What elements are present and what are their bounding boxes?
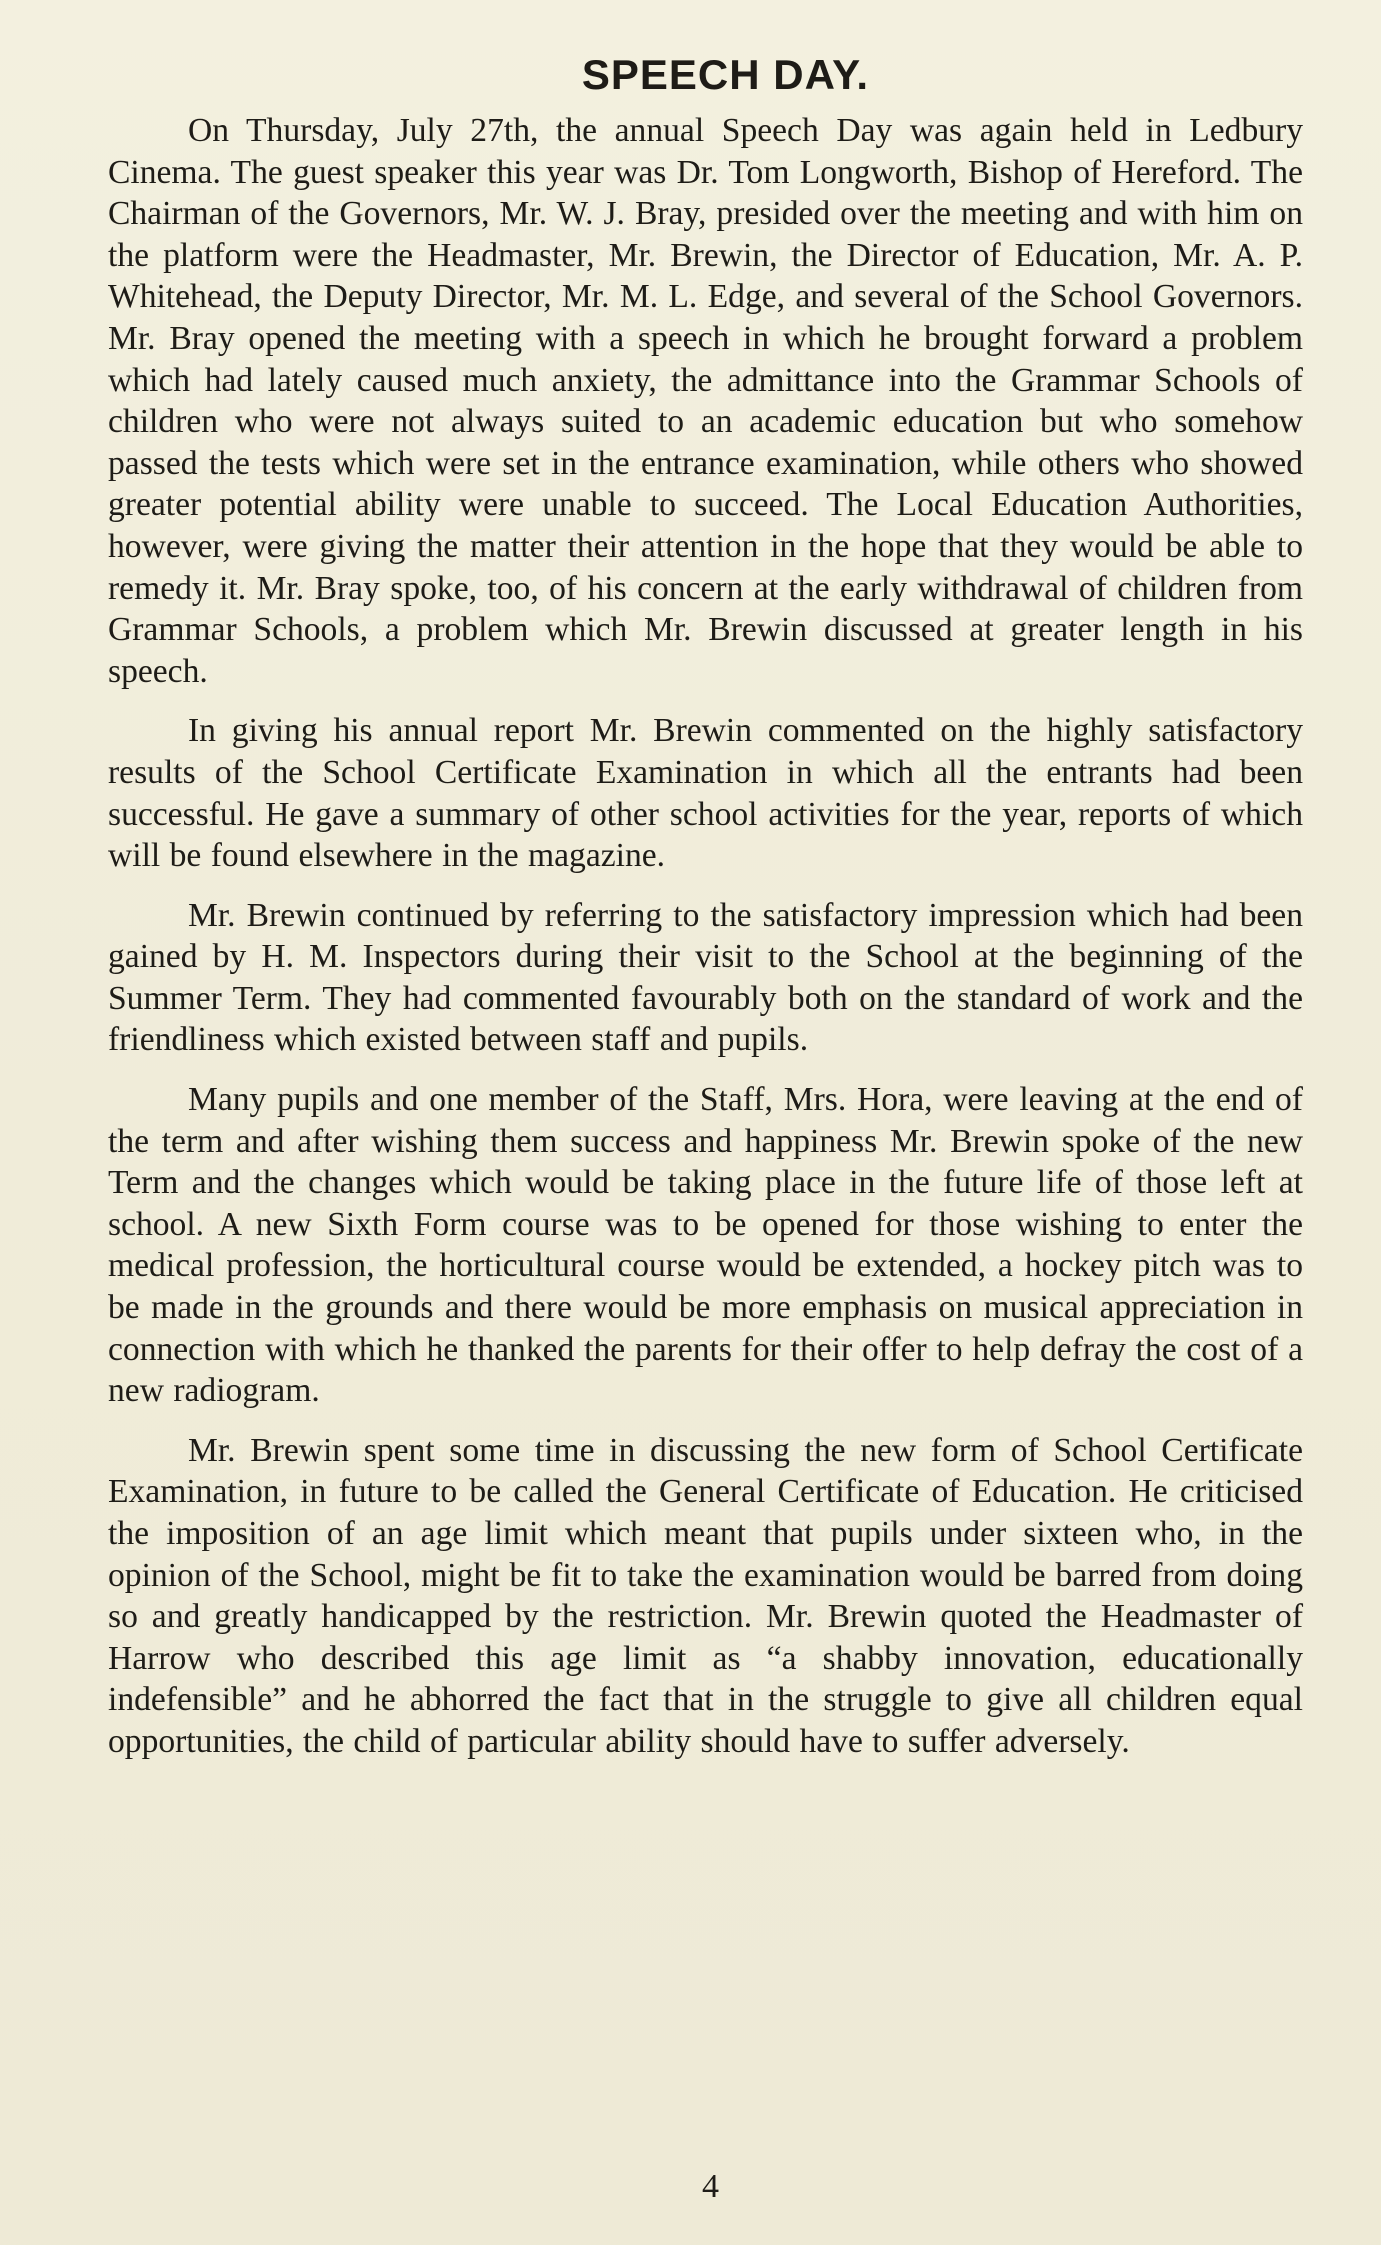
paragraph-annual-report: In giving his annual report Mr. Brewin commented on the highly satisfactory results of the School Certificate Examination in which all the entrants had been successful. He gave a summary of other school activities for the year, reports of which will be found elsewhere in the magazine. — [108, 712, 1303, 875]
article-title: SPEECH DAY. — [581, 51, 870, 98]
article-column — [108, 48, 1303, 1781]
paragraph-new-term: Many pupils and one member of the Staff, Mrs. Hora, were leaving at the end of the term and after wishing them success and happiness Mr. Brewin spoke of the new Term and the changes which would be taking place in the future life of those left at school. A new Sixth Form course was to be opened for those wishing to enter the medical profession, the horticultural course would be extended, a hockey pitch was to be made in the grounds and there would be more emphasis on musical appreciation in connection with which he thanked the parents for their offer to help defray the cost of a new radiogram. — [108, 1081, 1303, 1410]
page-number: 4 — [702, 2168, 719, 2205]
paragraph-inspectors: Mr. Brewin continued by referring to the satisfactory impression which had been gained by H. M. Inspectors during their visit to the School at the beginning of the Summer Term. They had commented favourably both on the standard of work and the friendliness which existed between staff and pupils. — [108, 896, 1303, 1059]
paragraph-certificate: Mr. Brewin spent some time in discussing the new form of School Certificate Examination, in future to be called the General Certificate of Education. He criticised the imposition of an age limit which meant that pupils under sixteen who, in the opinion of the School, might be fit to take the examination would be barred from doing so and greatly handicapped by the restriction. Mr. Brewin quoted the Headmaster of Harrow who described this age limit as “a shabby innovation, educationally indefensible” and he abhorred the fact that in the struggle to give all children equal opportunities, the child of particular ability should have to suffer adversely. — [108, 1431, 1303, 1760]
paragraph-opening: On Thursday, July 27th, the annual Speech Day was again held in Ledbury Cinema. The guest speaker this year was Dr. Tom Longworth, Bishop of Hereford. The Chairman of the Governors, Mr. W. J. Bray, presided over the meeting and with him on the platform were the Headmaster, Mr. Brewin, the Director of Education, Mr. A. P. Whitehead, the Deputy Director, Mr. M. L. Edge, and several of the School Governors. Mr. Bray opened the meeting with a speech in which he brought forward a problem which had lately caused much anxiety, the admittance into the Grammar Schools of children who were not always suited to an academic education but who somehow passed the tests which were set in the entrance examination, while others who showed greater potential ability were unable to succeed. The Local Education Authorities, however, were giving the matter their attention in the hope that they would be able to remedy it. Mr. Bray spoke, too, of his concern at the early withdrawal of children from Grammar Schools, a problem which Mr. Brewin discussed at greater length in his speech. — [108, 112, 1303, 690]
